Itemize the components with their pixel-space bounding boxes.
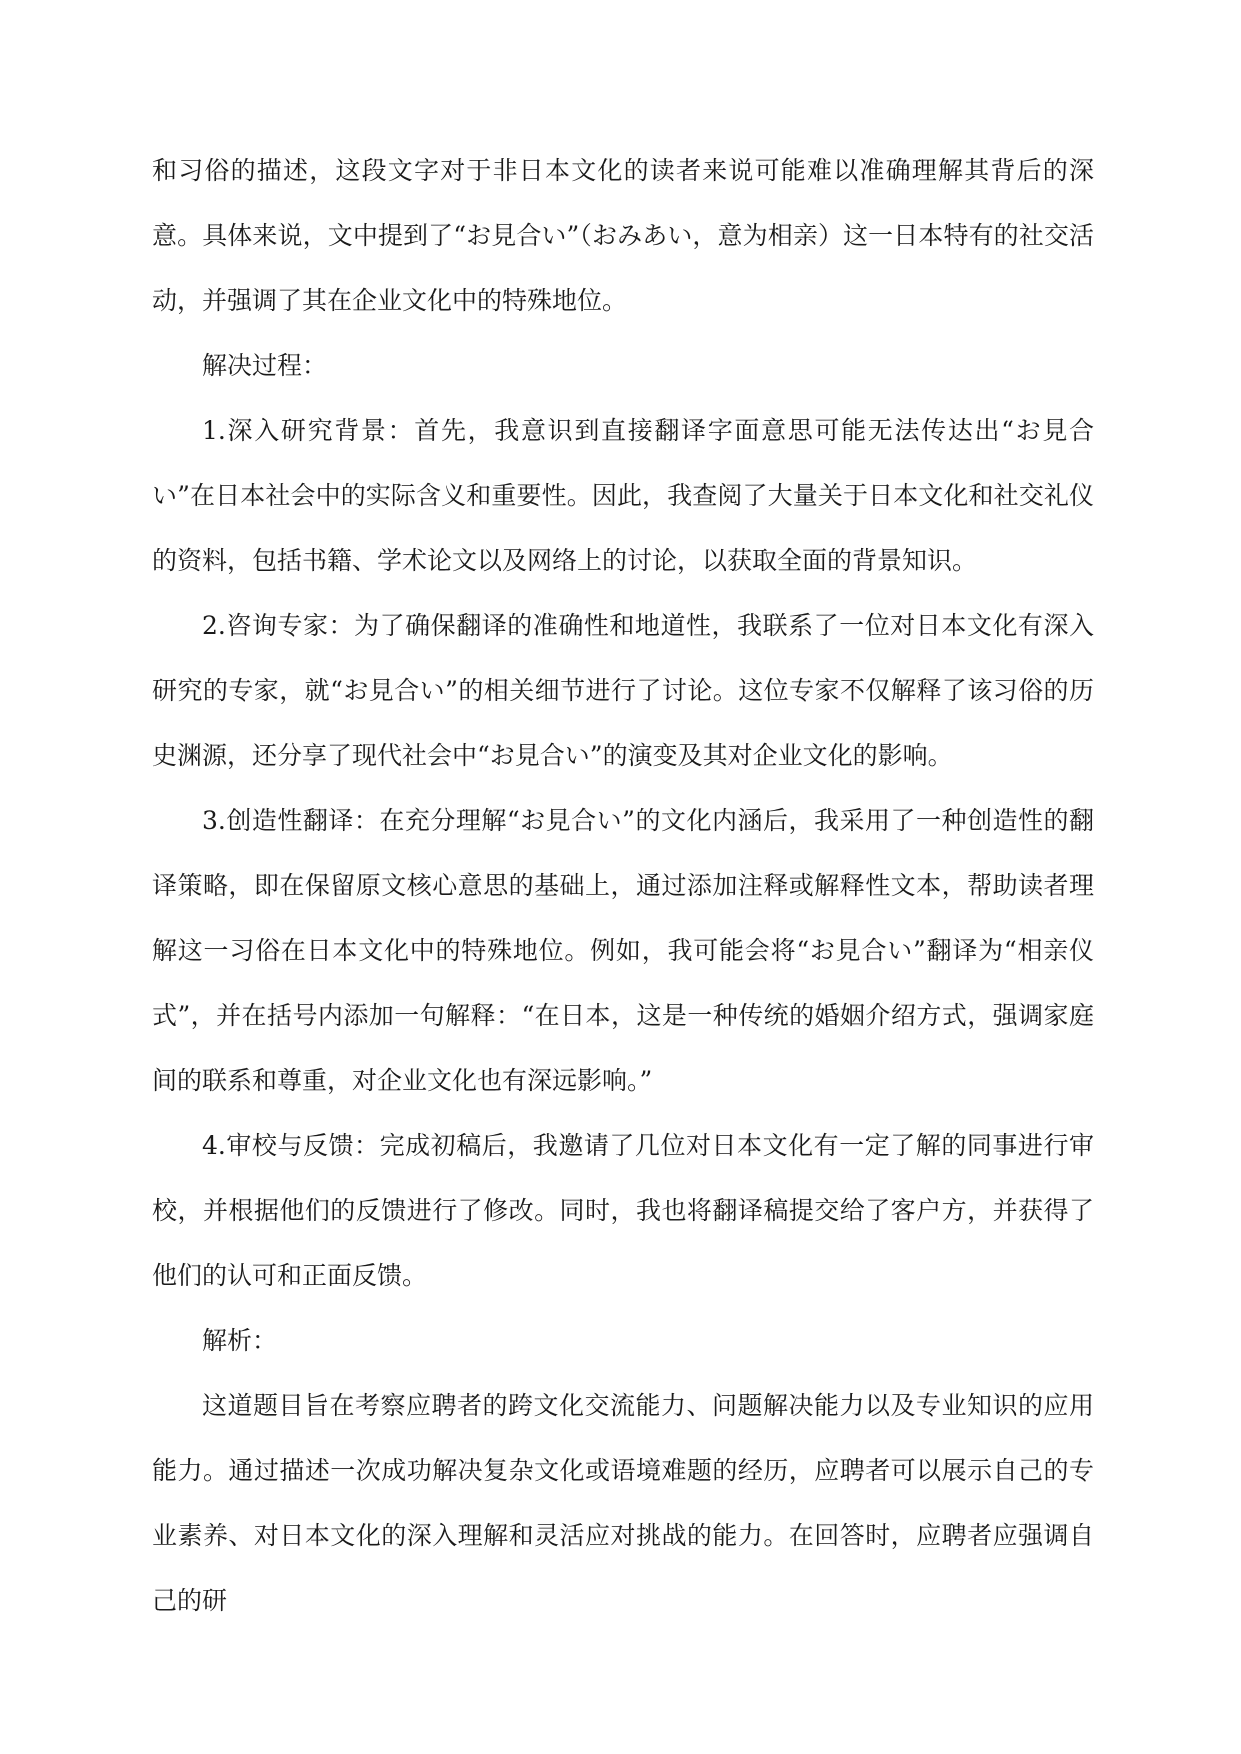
heading-solution-process: 解决过程： — [202, 351, 328, 380]
paragraph-step-1-research: 1.深入研究背景：首先，我意识到直接翻译字面意思可能无法传达出“お見合い”在日本社会中的实际含义和重要性。因此，我查阅了大量关于日本文化和社交礼仪的资料，包括书籍、学术论文以及网络上的讨论，以获取全面的背景知识。 — [152, 416, 1094, 575]
heading-analysis: 解析： — [202, 1326, 278, 1355]
document-body — [152, 138, 1094, 1633]
paragraph-analysis-body: 这道题目旨在考察应聘者的跨文化交流能力、问题解决能力以及专业知识的应用能力。通过描述一次成功解决复杂文化或语境难题的经历，应聘者可以展示自己的专业素养、对日本文化的深入理解和灵活应对挑战的能力。在回答时，应聘者应强调自己的研 — [152, 1391, 1094, 1615]
paragraph-step-2-consult-expert: 2.咨询专家：为了确保翻译的准确性和地道性，我联系了一位对日本文化有深入研究的专家，就“お見合い”的相关细节进行了讨论。这位专家不仅解释了该习俗的历史渊源，还分享了现代社会中“お見合い”的演变及其对企业文化的影响。 — [152, 611, 1094, 770]
paragraph-step-4-review-feedback: 4.审校与反馈：完成初稿后，我邀请了几位对日本文化有一定了解的同事进行审校，并根据他们的反馈进行了修改。同时，我也将翻译稿提交给了客户方，并获得了他们的认可和正面反馈。 — [152, 1131, 1094, 1290]
paragraph-step-3-creative-translation: 3.创造性翻译：在充分理解“お見合い”的文化内涵后，我采用了一种创造性的翻译策略，即在保留原文核心意思的基础上，通过添加注释或解释性文本，帮助读者理解这一习俗在日本文化中的特殊地位。例如，我可能会将“お見合い”翻译为“相亲仪式”，并在括号内添加一句解释：“在日本，这是一种传统的婚姻介绍方式，强调家庭间的联系和尊重，对企业文化也有深远影响。” — [152, 806, 1094, 1095]
paragraph-continued-context: 和习俗的描述，这段文字对于非日本文化的读者来说可能难以准确理解其背后的深意。具体来说，文中提到了“お見合い”（おみあい，意为相亲）这一日本特有的社交活动，并强调了其在企业文化中的特殊地位。 — [152, 156, 1094, 315]
